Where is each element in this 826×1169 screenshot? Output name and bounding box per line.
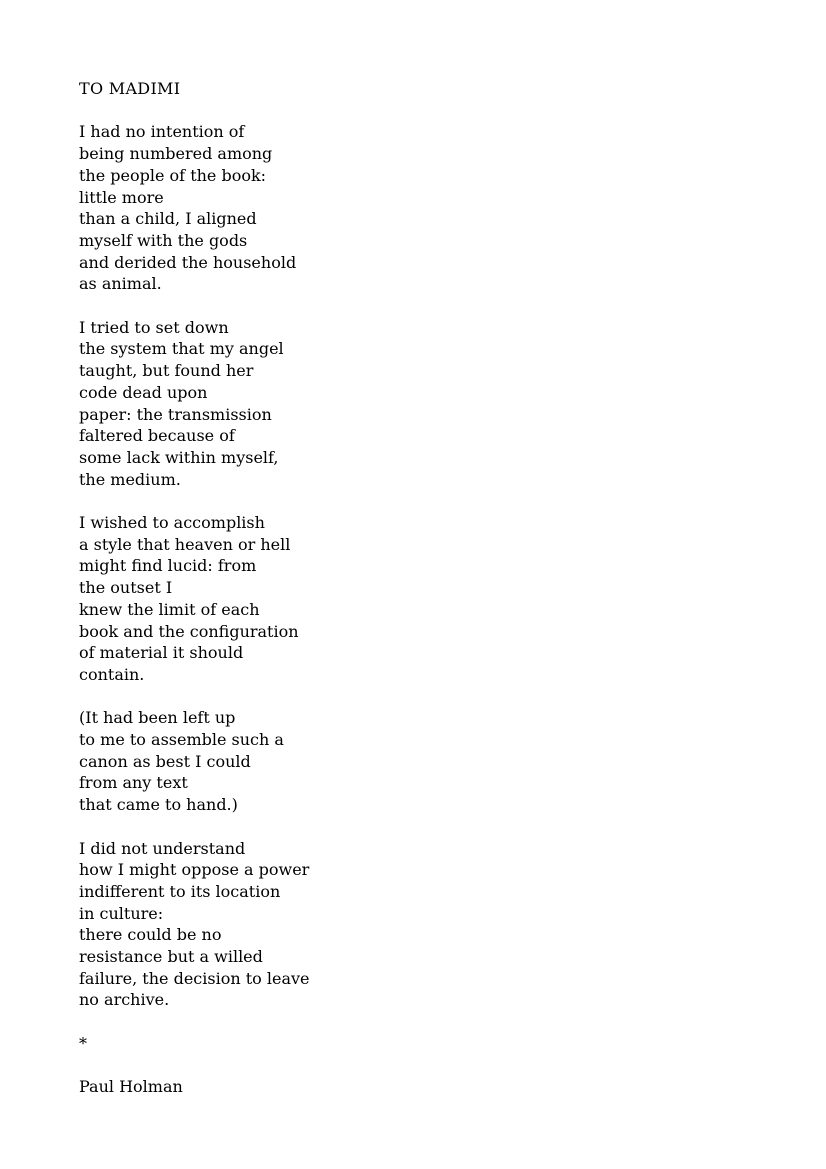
poem-line: from any text [79, 773, 188, 793]
poem-line: the outset I [79, 578, 173, 598]
poem-line: no archive. [79, 990, 170, 1010]
author-name: Paul Holman [79, 1077, 183, 1097]
asterisk-separator: * [79, 1033, 87, 1053]
stanza-3 [79, 512, 786, 686]
poem-line: (It had been left up [79, 708, 236, 728]
poem-line: canon as best I could [79, 751, 251, 771]
poem-line: the people of the book: [79, 165, 267, 185]
poem-line: knew the limit of each [79, 599, 260, 619]
poem-line: contain. [79, 664, 145, 684]
poem-line: some lack within myself, [79, 447, 279, 467]
poem-title: TO MADIMI [79, 79, 181, 98]
poem-line: I wished to accomplish [79, 513, 265, 533]
poem-line: in culture: [79, 903, 164, 923]
poem-line: might find lucid: from [79, 556, 257, 576]
poem-line: as animal. [79, 274, 162, 294]
poem-line: book and the configuration [79, 621, 299, 641]
poem-line: I did not understand [79, 838, 246, 858]
stanza-2 [79, 317, 786, 491]
poem-line: I tried to set down [79, 317, 229, 337]
poem-line: being numbered among [79, 144, 273, 164]
poem-line: failure, the decision to leave [79, 968, 310, 988]
stanza-4 [79, 707, 786, 816]
poem-line: a style that heaven or hell [79, 534, 291, 554]
poem-line: how I might oppose a power [79, 860, 310, 880]
poem-line: and derided the household [79, 252, 297, 272]
stanza-1 [79, 121, 786, 295]
stanza-5 [79, 838, 786, 1012]
poem-line: the system that my angel [79, 339, 284, 359]
poem-line: code dead upon [79, 382, 208, 402]
poem-line: there could be no [79, 925, 222, 945]
poem-line: paper: the transmission [79, 404, 272, 424]
poem-line: of material it should [79, 643, 244, 663]
poem-line: indifferent to its location [79, 881, 281, 901]
poem-line: to me to assemble such a [79, 730, 284, 750]
poem-line: resistance but a willed [79, 947, 263, 967]
poem-line: faltered because of [79, 426, 235, 446]
poem-line: taught, but found her [79, 361, 254, 381]
poem-line: I had no intention of [79, 122, 245, 142]
poem-line: little more [79, 187, 164, 207]
poem-line: that came to hand.) [79, 795, 238, 815]
poem-line: the medium. [79, 469, 181, 489]
poem-line: myself with the gods [79, 230, 248, 250]
poem-line: than a child, I aligned [79, 209, 257, 229]
